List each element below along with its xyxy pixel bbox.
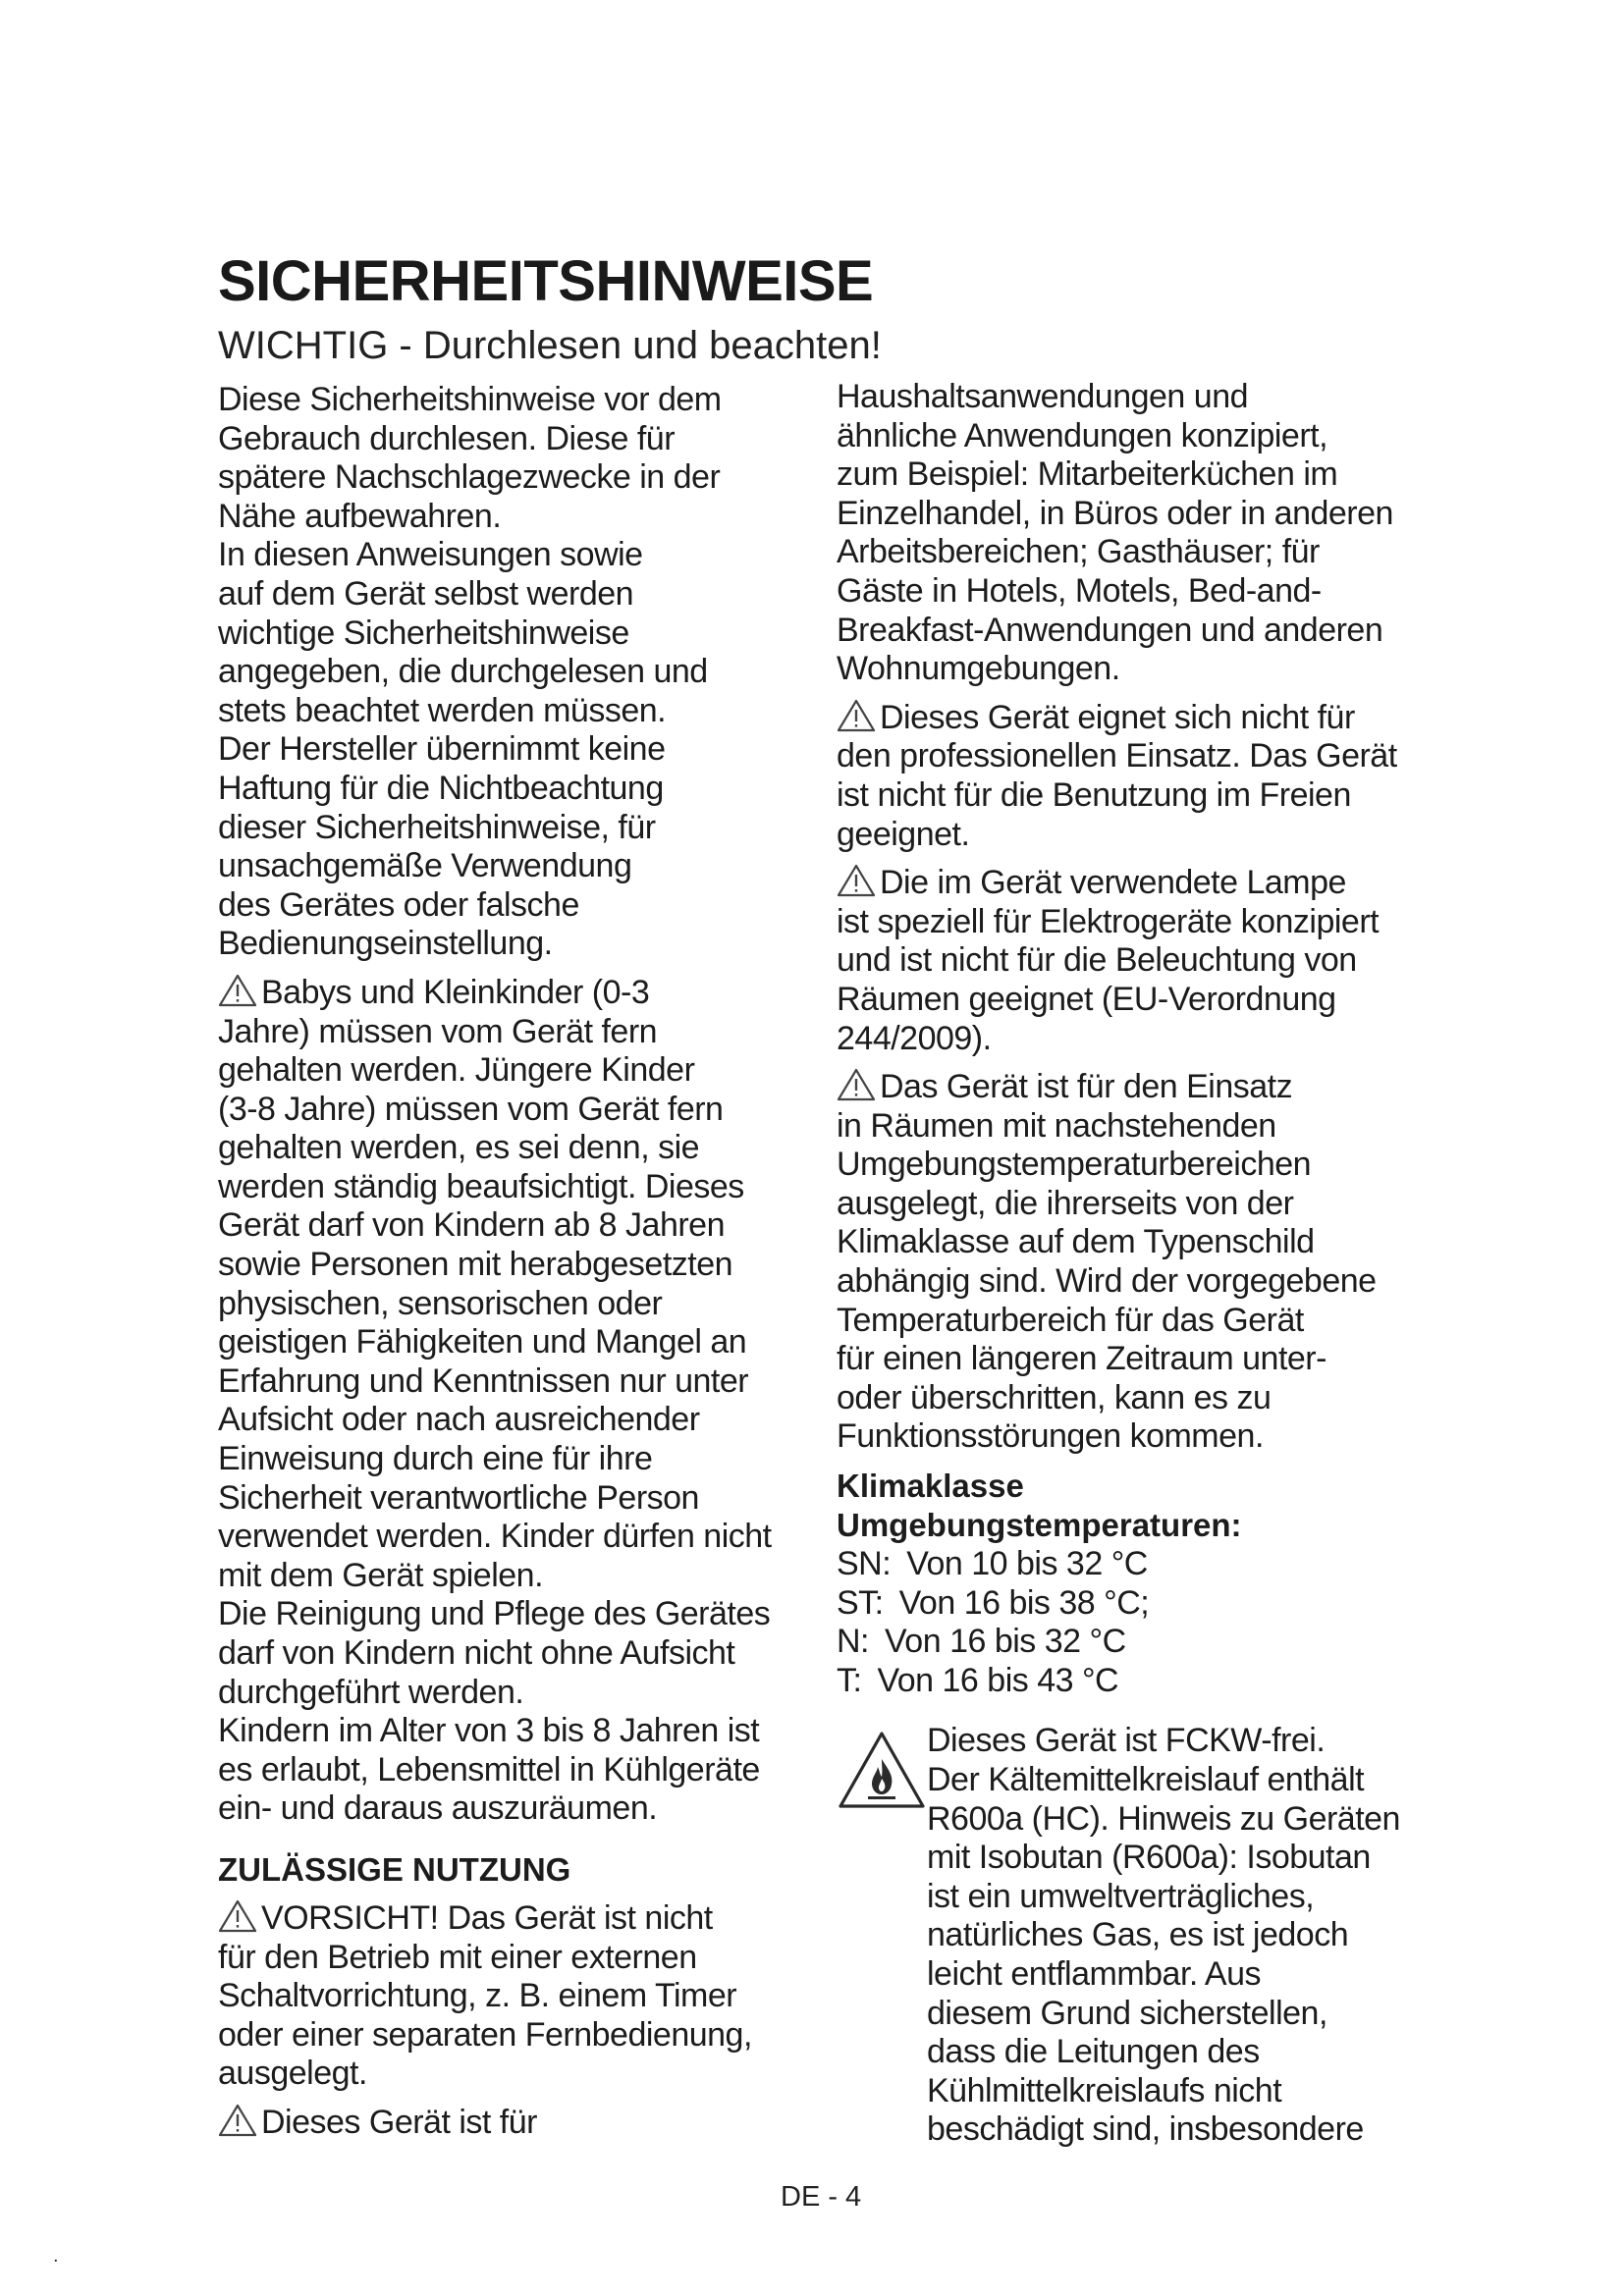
- section-heading-usage: ZULÄSSIGE NUTZUNG: [218, 1850, 571, 1888]
- text-line: Bedienungseinstellung.: [218, 925, 553, 963]
- text-line: Gerät darf von Kindern ab 8 Jahren: [218, 1206, 725, 1245]
- temperature-row: [837, 1623, 1426, 1662]
- page-subtitle: WICHTIG - Durchlesen und beachten!: [218, 324, 882, 367]
- text-line: diesem Grund sicherstellen,: [927, 1994, 1327, 2032]
- text-line: stets beachtet werden müssen.: [218, 691, 667, 729]
- text-line-with-icon: [837, 1068, 1426, 1107]
- text-line: Erfahrung und Kenntnissen nur unter: [218, 1362, 749, 1400]
- text-line: ist nicht für die Benutzung im Freien: [837, 775, 1351, 814]
- text-line: 244/2009).: [837, 1019, 992, 1057]
- text-line: oder überschritten, kann es zu: [837, 1378, 1272, 1416]
- text-line: gehalten werden, es sei denn, sie: [218, 1129, 700, 1167]
- text-line: Gäste in Hotels, Motels, Bed-and-: [837, 571, 1322, 610]
- text-line: es erlaubt, Lebensmittel in Kühlgeräte: [218, 1750, 760, 1789]
- text-line: VORSICHT! Das Gerät ist nicht: [261, 1898, 713, 1937]
- text-line: den professionellen Einsatz. Das Gerät: [837, 737, 1397, 775]
- text-line: abhängig sind. Wird der vorgegebene: [837, 1262, 1377, 1301]
- text-line-with-icon: [837, 864, 1426, 903]
- paragraph-children-warning: [218, 974, 807, 1596]
- text-line: oder einer separaten Fernbedienung,: [218, 2015, 752, 2054]
- text-line: und ist nicht für die Beleuchtung von: [837, 941, 1357, 980]
- warning-icon: [218, 974, 257, 1007]
- text-line: Schaltvorrichtung, z. B. einem Timer: [218, 1977, 737, 2015]
- text-line: durchgeführt werden.: [218, 1673, 524, 1711]
- climate-code: N:: [837, 1623, 869, 1661]
- climate-class-heading: Klimaklasse: [837, 1468, 1024, 1505]
- page-number: DE - 4: [781, 2181, 862, 2213]
- text-line: in Räumen mit nachstehenden: [837, 1106, 1276, 1145]
- text-line: ist speziell für Elektrogeräte konzipiert: [837, 902, 1380, 940]
- warning-icon: [837, 864, 876, 897]
- text-line: Haushaltsanwendungen und: [837, 378, 1249, 415]
- text-line: leicht entflammbar. Aus: [927, 1954, 1262, 1993]
- text-line: auf dem Gerät selbst werden: [218, 574, 634, 613]
- warning-icon: [837, 699, 876, 732]
- paragraph-loading: [218, 1712, 807, 1829]
- text-line: angegeben, die durchgelesen und: [218, 653, 708, 691]
- text-line: ausgelegt, die ihrerseits von der: [837, 1184, 1294, 1222]
- paragraph-caution: [218, 1899, 807, 2094]
- paragraph-cleaning: [218, 1595, 807, 1712]
- climate-code: SN:: [837, 1545, 892, 1583]
- text-line: zum Beispiel: Mitarbeiterküchen im: [837, 455, 1338, 494]
- text-line: Dieses Gerät ist für: [261, 2103, 537, 2141]
- warning-icon: [837, 1068, 876, 1101]
- text-line: ausgelegt.: [218, 2055, 367, 2093]
- paragraph-liability: [218, 730, 807, 964]
- text-line: Kühlmittelkreislaufs nicht: [927, 2071, 1282, 2109]
- text-line: beschädigt sind, insbesondere: [927, 2110, 1364, 2149]
- paragraph-intro: [218, 381, 807, 536]
- paragraph-household: [837, 378, 1426, 689]
- temperature-row: [837, 1662, 1426, 1701]
- paragraph-refrigerant: [837, 1722, 1426, 2150]
- text-line: wichtige Sicherheitshinweise: [218, 614, 629, 652]
- ambient-temperature-heading: Umgebungstemperaturen:: [837, 1507, 1242, 1544]
- temperature-range: Von 16 bis 38 °C;: [898, 1583, 1150, 1622]
- text-line: Wohnumgebungen.: [837, 650, 1120, 688]
- paragraph-intended-use: [218, 2104, 807, 2143]
- text-line: Temperaturbereich für das Gerät: [837, 1301, 1304, 1339]
- flammable-warning-icon: [837, 1730, 927, 1810]
- climate-code: ST:: [837, 1583, 884, 1622]
- text-line: Die Reinigung und Pflege des Gerätes: [218, 1595, 771, 1633]
- temperature-row: [837, 1545, 1426, 1584]
- text-line: Räumen geeignet (EU-Verordnung: [837, 980, 1336, 1018]
- climate-code: T:: [837, 1661, 862, 1699]
- text-line: Funktionsstörungen kommen.: [837, 1417, 1264, 1456]
- warning-icon: [218, 2104, 257, 2137]
- text-line: für einen längeren Zeitraum unter-: [837, 1340, 1326, 1378]
- text-line-with-icon: [218, 1899, 807, 1939]
- temperature-row: [837, 1584, 1426, 1624]
- text-line: werden ständig beaufsichtigt. Dieses: [218, 1167, 744, 1205]
- paragraph-instructions: [218, 536, 807, 730]
- text-line: Aufsicht oder nach ausreichender: [218, 1401, 700, 1439]
- text-line: Babys und Kleinkinder (0-3: [261, 973, 650, 1011]
- text-line: mit Isobutan (R600a): Isobutan: [927, 1839, 1371, 1877]
- text-line: physischen, sensorischen oder: [218, 1284, 663, 1322]
- warning-icon: [218, 1899, 257, 1933]
- text-line: Kindern im Alter von 3 bis 8 Jahren ist: [218, 1712, 760, 1750]
- paragraph-lamp: [837, 864, 1426, 1058]
- margin-mark: .: [53, 2245, 59, 2267]
- paragraph-climate: [837, 1068, 1426, 1457]
- text-line: Gebrauch durchlesen. Diese für: [218, 419, 676, 457]
- page-title: SICHERHEITSHINWEISE: [218, 249, 874, 313]
- text-line: verwendet werden. Kinder dürfen nicht: [218, 1518, 772, 1556]
- text-line: spätere Nachschlagezwecke in der: [218, 458, 721, 497]
- text-line: Dieses Gerät eignet sich nicht für: [880, 698, 1355, 736]
- text-line: Die im Gerät verwendete Lampe: [880, 864, 1346, 902]
- text-line-with-icon: [218, 2104, 807, 2143]
- text-line: natürliches Gas, es ist jedoch: [927, 1916, 1349, 1954]
- temperature-list: [837, 1545, 1426, 1700]
- text-line: dass die Leitungen des: [927, 2033, 1260, 2071]
- text-line-with-icon: [837, 699, 1426, 738]
- text-line: Umgebungstemperaturbereichen: [837, 1146, 1312, 1184]
- text-line: Der Hersteller übernimmt keine: [218, 730, 666, 769]
- text-line: dieser Sicherheitshinweise, für: [218, 808, 656, 846]
- left-column: [218, 381, 807, 2143]
- text-line: (3-8 Jahre) müssen vom Gerät fern: [218, 1090, 724, 1128]
- text-line: Einweisung durch eine für ihre: [218, 1440, 653, 1478]
- text-line: Einzelhandel, in Büros oder in anderen: [837, 494, 1393, 532]
- text-line: gehalten werden. Jüngere Kinder: [218, 1051, 695, 1090]
- text-line: Das Gerät ist für den Einsatz: [880, 1068, 1293, 1106]
- text-line: mit dem Gerät spielen.: [218, 1556, 544, 1594]
- text-line: geeignet.: [837, 815, 970, 853]
- text-line: Diese Sicherheitshinweise vor dem: [218, 381, 722, 418]
- refrigerant-text: [927, 1722, 1426, 2150]
- text-line-with-icon: [218, 974, 807, 1013]
- text-line: des Gerätes oder falsche: [218, 885, 579, 924]
- text-line: ähnliche Anwendungen konzipiert,: [837, 416, 1328, 454]
- text-line: Jahre) müssen vom Gerät fern: [218, 1012, 658, 1050]
- text-line: R600a (HC). Hinweis zu Geräten: [927, 1799, 1400, 1838]
- text-line: für den Betrieb mit einer externen: [218, 1938, 697, 1976]
- text-line: darf von Kindern nicht ohne Aufsicht: [218, 1634, 735, 1672]
- text-line: Breakfast-Anwendungen und anderen: [837, 611, 1383, 649]
- text-line: unsachgemäße Verwendung: [218, 847, 632, 885]
- text-line: In diesen Anweisungen sowie: [218, 536, 643, 574]
- text-line: Dieses Gerät ist FCKW-frei.: [927, 1722, 1326, 1760]
- text-line: Nähe aufbewahren.: [218, 497, 502, 535]
- text-line: geistigen Fähigkeiten und Mangel an: [218, 1323, 747, 1362]
- temperature-range: Von 16 bis 32 °C: [885, 1623, 1126, 1661]
- temperature-range: Von 10 bis 32 °C: [906, 1545, 1148, 1583]
- paragraph-professional: [837, 699, 1426, 854]
- temperature-range: Von 16 bis 43 °C: [877, 1661, 1119, 1699]
- text-line: Klimaklasse auf dem Typenschild: [837, 1223, 1315, 1261]
- text-line: ist ein umweltverträgliches,: [927, 1877, 1315, 1915]
- text-line: Arbeitsbereichen; Gasthäuser; für: [837, 533, 1320, 571]
- text-line: Sicherheit verantwortliche Person: [218, 1478, 699, 1517]
- text-line: sowie Personen mit herabgesetzten: [218, 1246, 733, 1284]
- right-column: [837, 378, 1426, 2150]
- text-line: Haftung für die Nichtbeachtung: [218, 769, 664, 807]
- text-line: Der Kältemittelkreislauf enthält: [927, 1761, 1365, 1798]
- text-line: ein- und daraus auszuräumen.: [218, 1789, 658, 1828]
